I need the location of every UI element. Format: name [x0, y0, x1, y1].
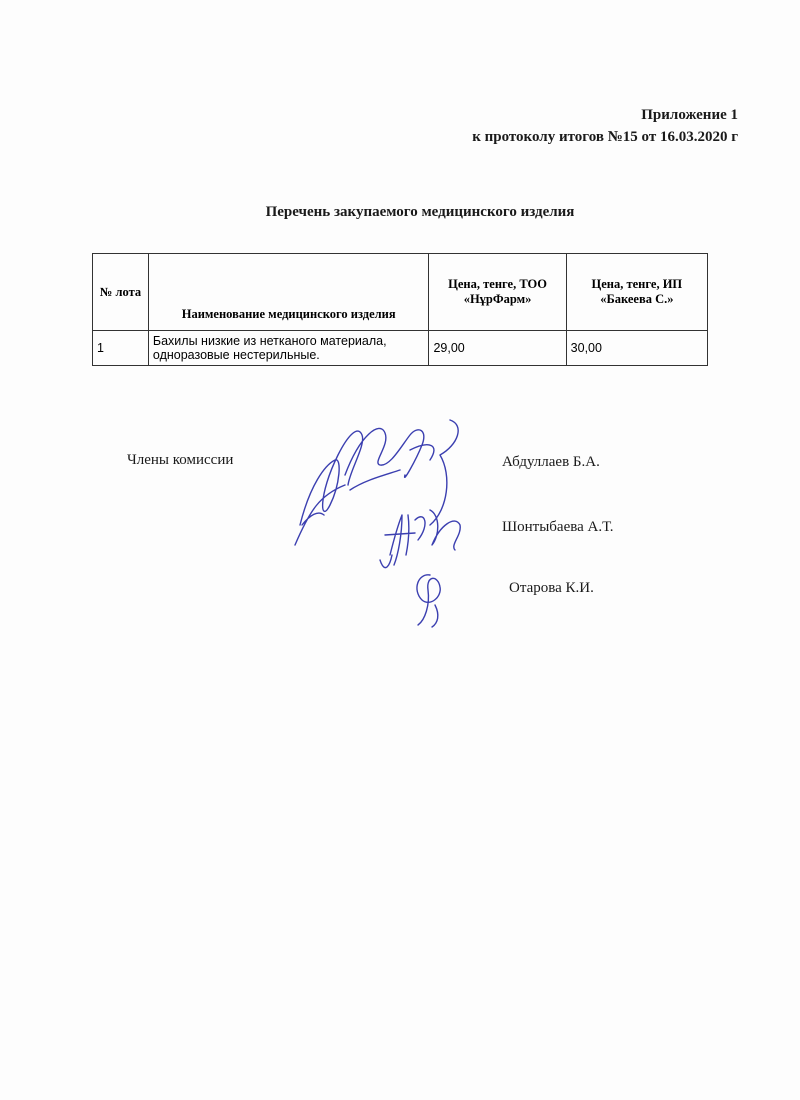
- member-otarova: Отарова К.И.: [509, 580, 594, 596]
- member-shontybaeva: Шонтыбаева А.Т.: [502, 519, 614, 535]
- table-row: [93, 331, 708, 366]
- header-price-nurfarm: Цена, тенге, ТОО «НұрФарм»: [429, 254, 566, 331]
- commission-label: Члены комиссии: [127, 452, 234, 468]
- appendix-protocol-ref: к протоколу итогов №15 от 16.03.2020 г: [472, 129, 738, 145]
- row-price-nurfarm: 29,00: [429, 331, 566, 366]
- row-price-bakeeva: 30,00: [566, 331, 707, 366]
- header-name: Наименование медицинского изделия: [148, 254, 429, 331]
- signature-1: [295, 420, 458, 545]
- items-table: [92, 253, 708, 366]
- row-name: Бахилы низкие из нетканого материала, одноразовые нестерильные.: [148, 331, 429, 366]
- row-lot: 1: [93, 331, 149, 366]
- header-lot: № лота: [93, 254, 149, 331]
- signature-3: [417, 575, 440, 627]
- header-price-bakeeva: Цена, тенге, ИП «Бакеева С.»: [566, 254, 707, 331]
- appendix-header: [472, 104, 738, 148]
- handwritten-signatures: [290, 415, 490, 635]
- document-title: Перечень закупаемого медицинского изделия: [265, 204, 575, 220]
- member-abdullaev: Абдуллаев Б.А.: [502, 454, 600, 470]
- appendix-title: Приложение 1: [641, 107, 738, 123]
- table-header-row: [93, 254, 708, 331]
- signature-2: [380, 510, 460, 568]
